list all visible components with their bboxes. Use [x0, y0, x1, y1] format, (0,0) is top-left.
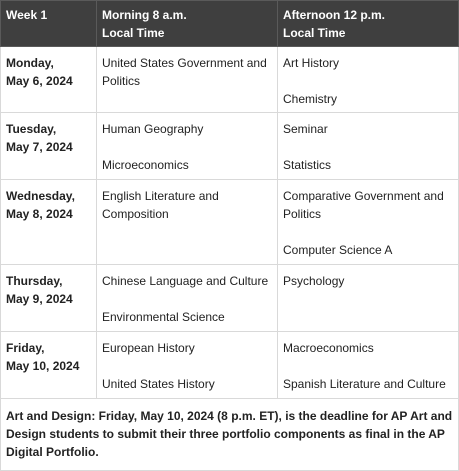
- exam-subject: Statistics: [283, 158, 332, 172]
- exam-subject: Spanish Literature and Culture: [283, 377, 446, 391]
- day-date: May 10, 2024: [6, 359, 80, 373]
- header-morning: [97, 1, 278, 47]
- morning-cell: [97, 47, 278, 113]
- day-date: May 9, 2024: [6, 292, 73, 306]
- exam-subject: European History: [102, 341, 195, 355]
- day-date: May 6, 2024: [6, 74, 73, 88]
- day-cell: [1, 332, 97, 399]
- exam-subject: Macroeconomics: [283, 341, 374, 355]
- table-row: [1, 332, 459, 399]
- art-design-note: Art and Design: Friday, May 10, 2024 (8 p.m. ET), is the deadline for AP Art and Design students to submit their three portfolio components as final in the AP Digital Portfolio.: [1, 399, 459, 471]
- afternoon-cell: [278, 180, 459, 265]
- table-row: [1, 113, 459, 180]
- exam-subject: United States History: [102, 377, 215, 391]
- header-afternoon: [278, 1, 459, 47]
- exam-subject: Microeconomics: [102, 158, 189, 172]
- header-week-label: Week 1: [6, 8, 48, 22]
- morning-cell: [97, 332, 278, 399]
- day-name: Monday,: [6, 56, 54, 70]
- exam-subject: Seminar: [283, 122, 328, 136]
- morning-cell: [97, 113, 278, 180]
- day-date: May 7, 2024: [6, 140, 73, 154]
- day-date: May 8, 2024: [6, 207, 73, 221]
- afternoon-cell: [278, 332, 459, 399]
- exam-subject: Chemistry: [283, 92, 338, 106]
- table-row: [1, 47, 459, 113]
- afternoon-cell: [278, 47, 459, 113]
- exam-subject: English Literature and Composition: [102, 189, 219, 221]
- header-morning-local: Local Time: [102, 26, 165, 40]
- exam-subject: Chinese Language and Culture: [102, 274, 269, 288]
- exam-subject: Comparative Government and Politics: [283, 189, 444, 221]
- exam-subject: Human Geography: [102, 122, 204, 136]
- day-cell: [1, 265, 97, 332]
- morning-cell: [97, 180, 278, 265]
- day-name: Friday,: [6, 341, 45, 355]
- table-row: [1, 180, 459, 265]
- exam-subject: United States Government and Politics: [102, 56, 267, 88]
- day-cell: [1, 180, 97, 265]
- day-name: Tuesday,: [6, 122, 57, 136]
- header-afternoon-time: Afternoon 12 p.m.: [283, 8, 386, 22]
- day-name: Wednesday,: [6, 189, 75, 203]
- day-cell: [1, 113, 97, 180]
- header-row: [1, 1, 459, 47]
- exam-subject: Computer Science A: [283, 243, 393, 257]
- morning-cell: [97, 265, 278, 332]
- exam-subject: Psychology: [283, 274, 345, 288]
- note-row: [1, 399, 459, 471]
- exam-subject: Environmental Science: [102, 310, 225, 324]
- exam-subject: Art History: [283, 56, 340, 70]
- header-morning-time: Morning 8 a.m.: [102, 8, 187, 22]
- day-name: Thursday,: [6, 274, 63, 288]
- header-afternoon-local: Local Time: [283, 26, 346, 40]
- afternoon-cell: [278, 113, 459, 180]
- table-row: [1, 265, 459, 332]
- header-week: [1, 1, 97, 47]
- day-cell: [1, 47, 97, 113]
- afternoon-cell: [278, 265, 459, 332]
